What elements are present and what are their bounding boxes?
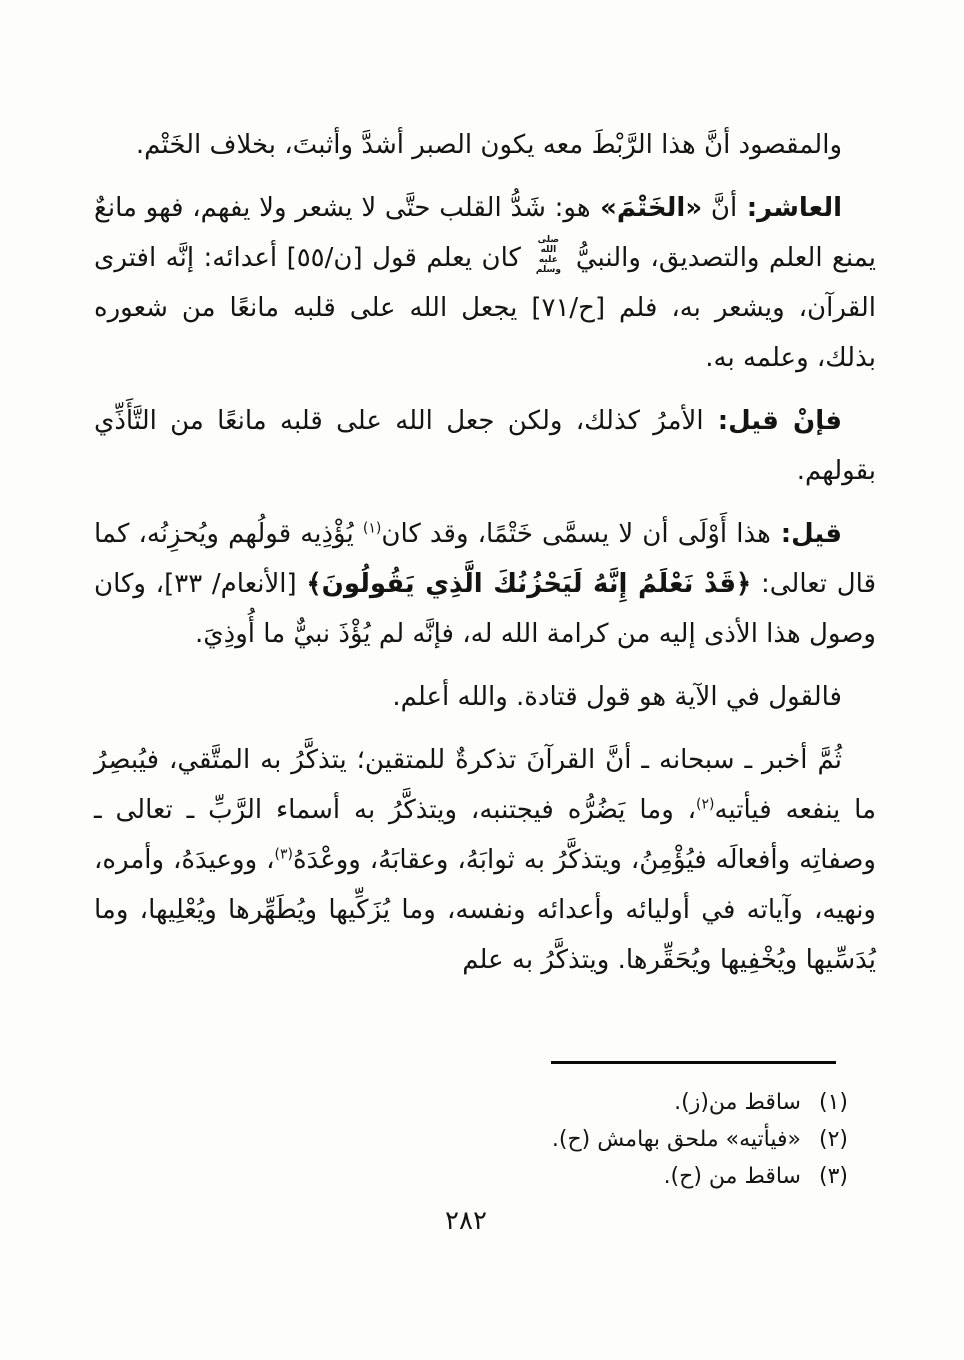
section-lead-bold: قيل: xyxy=(770,519,843,549)
text-run: أنَّ xyxy=(702,193,738,223)
footnotes-section xyxy=(94,1061,876,1195)
section-lead-bold: العاشر: xyxy=(737,193,843,223)
text-run: هو: شَدُّ القلب حتَّى لا يشعر ولا يفهم، فهو مانعٌ يمنع العلم والتصديق، والنبيُّ xyxy=(94,193,876,273)
text-run: كان يعلم قول [ن/٥٥] أعدائه: إنَّه افترى القرآن، ويشعر به، فلم [ح/٧١] يجعل الله على قلبه مانعًا من شعوره بذلك، وعلمه به. xyxy=(94,243,876,373)
footnote-item-1 xyxy=(94,1084,876,1121)
paragraph-2-tenth-point xyxy=(94,183,876,383)
section-lead-bold: فإنْ قيل: xyxy=(703,406,842,436)
quran-verse: ﴿قَدْ نَعْلَمُ إِنَّهُ لَيَحْزُنُكَ الَّذِي يَقُولُونَ﴾ xyxy=(306,569,752,599)
prophet-honorific: صلى الله عليه وسلم xyxy=(535,235,561,275)
text-run: الأمرُ كذلك، ولكن جعل الله على قلبه مانعًا من التَّأَذِّي بقولهم. xyxy=(94,406,876,486)
footnote-marker: (١) xyxy=(818,1090,848,1115)
text-run: ثُمَّ أخبر ـ سبحانه ـ أنَّ القرآنَ تذكرةٌ للمتقين؛ يتذكَّرُ به المتَّقي، فيُبصِرُ ما ينفعه فيأتيه xyxy=(94,745,876,825)
text-run: فالقول في الآية هو قول قتادة. والله أعلم. xyxy=(392,682,842,712)
footnote-ref-2: (٢) xyxy=(696,796,715,813)
paragraph-5-conclusion xyxy=(94,672,876,722)
footnote-text: ساقط من(ز). xyxy=(674,1090,801,1115)
footnote-item-2 xyxy=(94,1121,876,1158)
footnote-text: ساقط من (ح). xyxy=(663,1164,801,1189)
paragraph-6 xyxy=(94,735,876,985)
paragraph-4-reply xyxy=(94,509,876,659)
text-run: والمقصود أنَّ هذا الرَّبْطَ معه يكون الصبر أشدَّ وأثبتَ، بخلاف الخَتْم. xyxy=(135,130,842,160)
footnote-item-3 xyxy=(94,1158,876,1195)
emphasized-term: «الخَتْمَ» xyxy=(590,193,703,223)
footnote-divider xyxy=(551,1061,836,1064)
text-run: يُؤْذِيه قولُهم ويُحزِنُه، كما قال تعالى: xyxy=(94,519,877,599)
footnote-ref-3: (٣) xyxy=(274,846,293,863)
text-run: [الأنعام/ ٣٣]، وكان وصول هذا الأذى إليه من كرامة الله له، فإنَّه لم يُؤْذَ نبيٌّ ما أُوذِيَ. xyxy=(94,569,876,649)
footnote-ref-1: (١) xyxy=(362,520,382,537)
text-run: ، ووعيدَهُ، وأمره، ونهيه، وآياته في أوليائه وأعدائه ونفسه، وما يُزَكِّيها ويُطَهِّرها ويُعْلِيها، وما يُدَسِّيها ويُخْفِيها ويُحَقِّرها. ويتذكَّرُ به علم xyxy=(94,845,876,975)
paragraph-3-objection xyxy=(94,396,876,496)
footnote-marker: (٢) xyxy=(818,1127,848,1152)
text-run: هذا أَوْلَى أن لا يسمَّى خَتْمًا، وقد كان xyxy=(381,519,771,549)
body-text xyxy=(94,120,876,998)
text-run: ، وما يَضُرُّه فيجتنبه، ويتذكَّرُ به أسماء الرَّبِّ ـ تعالى ـ وصفاتِه وأفعالَه فيُؤْمِنُ، ويتذكَّرُ به ثوابَهُ، وعقابَهُ، ووعْدَهُ xyxy=(94,795,876,875)
paragraph-1 xyxy=(94,120,876,170)
footnote-text: «فيأتيه» ملحق بهامش (ح). xyxy=(551,1127,801,1152)
page-number: ٢٨٢ xyxy=(445,1206,487,1236)
footnote-marker: (٣) xyxy=(818,1164,848,1189)
